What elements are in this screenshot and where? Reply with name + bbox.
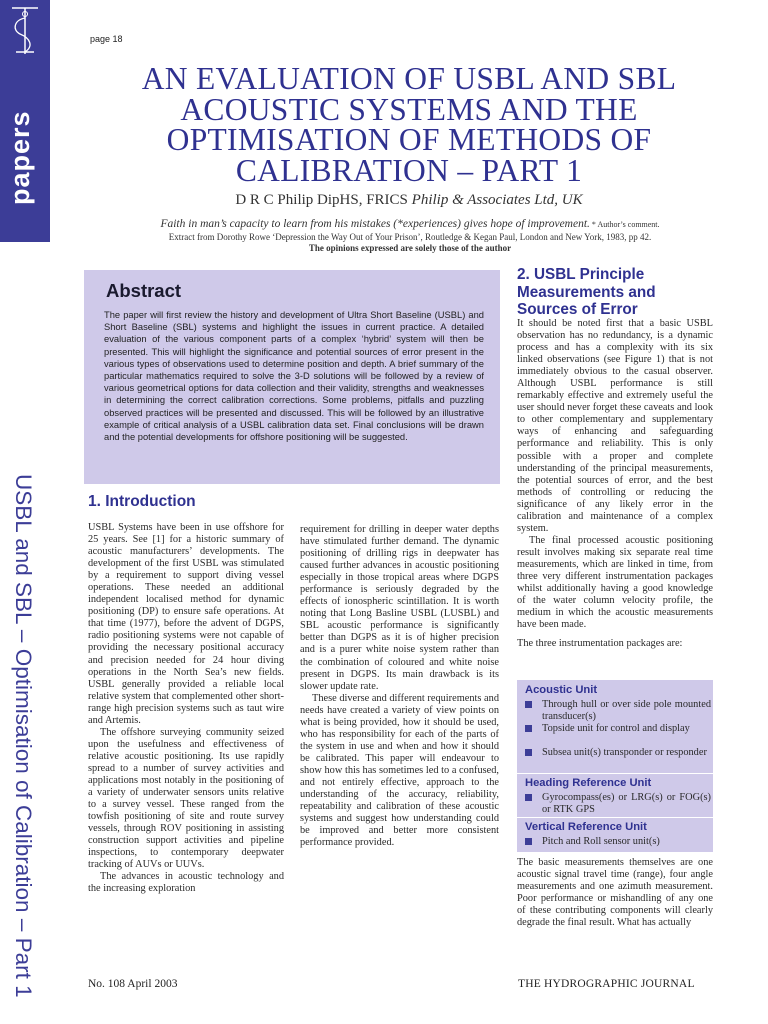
introduction-heading: 1. Introduction: [88, 493, 196, 510]
square-bullet-icon: [525, 701, 532, 708]
journal-band: [0, 0, 50, 242]
square-bullet-icon: [525, 794, 532, 801]
author-affiliation: Philip & Associates Ltd, UK: [411, 192, 583, 208]
paragraph: The basic measurements themselves are one acoustic signal travel time (range), four angle measurements and one azimuth measurement. Poor performance or mishandling of any one of these contributing components will clearly degrade the final result. What has actually: [517, 857, 713, 929]
paragraph: The offshore surveying community seized upon the usefulness and effectiveness of relative acoustic positioning. Its use rapidly spread to a number of survey activities and applications most notably in the positioning of a variety of underwater sensors units relative to a survey vessel. These ranged from the towfish positioning of site and route survey vessels, through ROV positioning in assisting construction support activities and pipeline inspections, to contemporary deepwater tracking of AUVs or UUVs.: [88, 726, 284, 871]
author-line: [70, 192, 748, 209]
paragraph: The advances in acoustic technology and the increasing exploration: [88, 871, 284, 895]
issue-footer: No. 108 April 2003: [88, 978, 178, 990]
paragraph: requirement for drilling in deeper water depths have stimulated further demand. The dynamic positioning of drilling rigs in deepwater has caused further advances in acoustic positioning especially in those tropical areas where DGPS performance is seriously degraded by the effects of ionospheric scintillation. It is worth noting that Long Basline USBL (LUSBL) and SBL acoustic performance is significantly better than DGPS as it is of higher precision and is a purer white noise system rather than the combination of coloured and white noise present in DGPS. Its main drawback is its slower update rate.: [300, 524, 499, 692]
journal-footer: THE HYDROGRAPHIC JOURNAL: [518, 978, 695, 990]
abstract-box: [84, 270, 500, 484]
page-number: page 18: [90, 34, 123, 44]
package-heading: Acoustic Unit: [525, 684, 598, 696]
list-item: Topside unit for control and display: [525, 723, 711, 735]
epigraph-source: Extract from Dorothy Rowe ‘Depression the Way Out of Your Prison’, Routledge & Kegan Paul, London and New York, 1983, pp 42.: [168, 232, 652, 242]
paragraph: These diverse and different requirements and needs have created a variety of view points on what is being provided, how it should be used, who has responsibility for each of the parts of the system in use and when and how it should be calibrated. This paper will endeavour to show how this has sometimes led to a confused, and not entirely effective, approach to the understanding of the accuracy, reliability, repeatability and calibration of these acoustic systems and suggest how understanding could be improved and better more consistent performance provided.: [300, 692, 499, 849]
abstract-text: The paper will first review the history and development of Ultra Short Baseline (USBL) and Short Baseline (SBL) systems and highlight the issues in current practice. A detailed evaluation of the various component parts of a complex ‘hybrid’ system will then be presented. This will highlight the significance and potential sources of error present in the various types of observations used to determine position and depth. A brief summary of the particular mathematics required to solve the 3-D solutions will be followed by a review of various geometrical options for data collection and their validity, strengths and weaknesses in determining the correct calibration corrections. Some problems, pitfalls and puzzling observed practices will be presented and discussed. This will be followed by an illustrative example of critical analysis of a USBL calibration data set. Final conclusions will be drawn and the potential developments for offshore positioning will be suggested.: [104, 310, 484, 443]
package-heading: Heading Reference Unit: [525, 777, 652, 789]
divider: [517, 773, 713, 774]
epigraph-text: Faith in man’s capacity to learn from his mistakes (*experiences) gives hope of improvement.: [160, 218, 590, 230]
journal-logo-icon: [6, 4, 44, 60]
usbl-section-heading: 2. USBL Principle Measurements and Sources of Error: [517, 266, 656, 318]
paragraph: The final processed acoustic positioning result involves making six separate real time measurements, which are linked in time, from three very different instrumentation packages whilst additionally having a good knowledge of the water column velocity profile, the medium in which the acoustic measurements have been made.: [517, 534, 713, 631]
divider: [517, 817, 713, 818]
paragraph: It should be noted first that a basic USBL observation has no redundancy, is a dynamic process and has a complexity with its six linked observations (see Figure 1) that is not immediately obvious to the casual observer. Although USBL performance is still remarkably effective and extremely useful the user should never forget these caveats and look to other complementary and supplementary ways of enhancing and safeguarding performance and reliability. This is only possible with a proper and complete understanding of the principal measurements, the potential sources of error, and the best methods of controlling or reducing the significance of any likely error in the calibration and maintenance of a complex system.: [517, 318, 713, 534]
paragraph: The three instrumentation packages are:: [517, 638, 683, 650]
list-item: Gyrocompass(es) or LRG(s) or FOG(s) or RTK GPS: [525, 792, 711, 816]
usbl-column: [517, 318, 713, 650]
running-side-title: USBL and SBL – Optimisation of Calibration – Part 1: [11, 474, 36, 998]
paragraph: USBL Systems have been in use offshore for 25 years. See [1] for a historic summary of acoustic manufacturers’ developments. The development of the first USBL was stimulated by a requirement to support diving vessel operations. These needed an additional independent localised method for dynamic positioning (DP) to ensure safe operations. At that time (1977), before the advent of DGPS, radio positioning systems were not capable of providing the necessary positional accuracy and precision needed for 24 hour diving operations in the North Sea’s new fields. USBL generally provided a reliable local relative system that complemented other short-range high precision systems such as taut wire and Artemis.: [88, 522, 284, 726]
article-title: AN EVALUATION OF USBL AND SBL ACOUSTIC SYSTEMS AND THE OPTIMISATION OF METHODS OF CALIBRATION – PART 1: [141, 61, 677, 188]
epigraph-note: * Author’s comment.: [589, 220, 660, 229]
square-bullet-icon: [525, 838, 532, 845]
list-item: Pitch and Roll sensor unit(s): [525, 836, 711, 848]
list-item: Through hull or over side pole mounted transducer(s): [525, 699, 711, 723]
package-heading: Vertical Reference Unit: [525, 821, 647, 833]
section-label: papers: [5, 110, 35, 205]
disclaimer: The opinions expressed are solely those of the author: [308, 243, 512, 253]
square-bullet-icon: [525, 725, 532, 732]
list-item: Subsea unit(s) transponder or responder: [525, 747, 711, 759]
abstract-heading: Abstract: [106, 280, 182, 301]
instrumentation-packages-box: [517, 680, 713, 852]
usbl-column-continued: [517, 857, 713, 929]
epigraph: [80, 218, 740, 230]
introduction-column-1: [88, 522, 284, 895]
square-bullet-icon: [525, 749, 532, 756]
author-names: D R C Philip DipHS, FRICS: [235, 192, 412, 208]
introduction-column-2: [300, 524, 499, 849]
